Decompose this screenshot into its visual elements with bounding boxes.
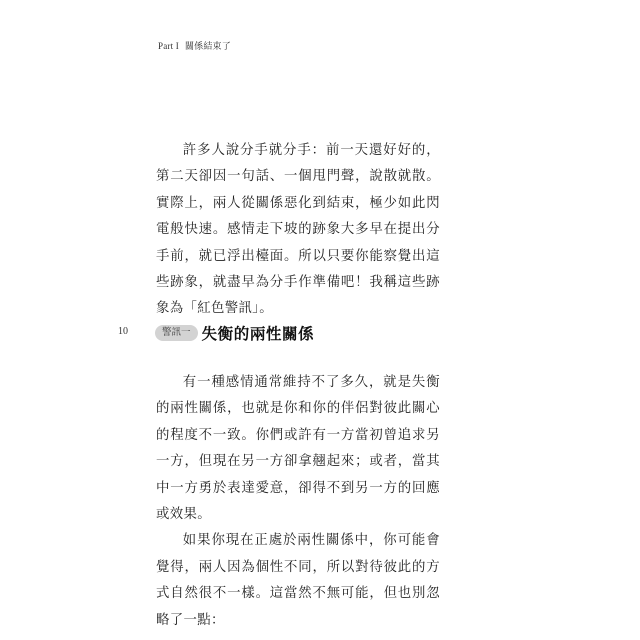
chapter-title: 關係結束了: [184, 42, 231, 52]
section-title: 失衡的兩性關係: [201, 324, 315, 343]
section-heading: [155, 321, 314, 345]
running-header: [158, 41, 231, 52]
warning-badge: 警訊一: [155, 325, 198, 341]
intro-text: [156, 138, 440, 323]
body-paragraph: 如果你現在正處於兩性關係中，你可能會覺得，兩人因為個性不同，所以對待彼此的方式自然很不一樣。這當然不無可能，但也別忽略了一點：: [156, 533, 440, 628]
part-label: Part I: [158, 41, 179, 51]
page-number: 10: [118, 326, 128, 337]
body-paragraph: 有一種感情通常維持不了多久，就是失衡的兩性關係，也就是你和你的伴侶對彼此關心的程度不一致。你們或許有一方當初曾追求另一方，但現在另一方卻拿翹起來；或者，當其中一方勇於表達愛意，卻得不到另一方的回應或效果。: [156, 375, 440, 523]
section-body: [156, 370, 440, 634]
intro-paragraph: 許多人說分手就分手：前一天還好好的，第二天卻因一句話、一個甩門聲，說散就散。實際上，兩人從關係惡化到結束，極少如此閃電般快速。感情走下坡的跡象大多早在提出分手前，就已浮出檯面。所以只要你能察覺出這些跡象，就盡早為分手作準備吧！我稱這些跡象為「紅色警訊」。: [156, 143, 440, 317]
